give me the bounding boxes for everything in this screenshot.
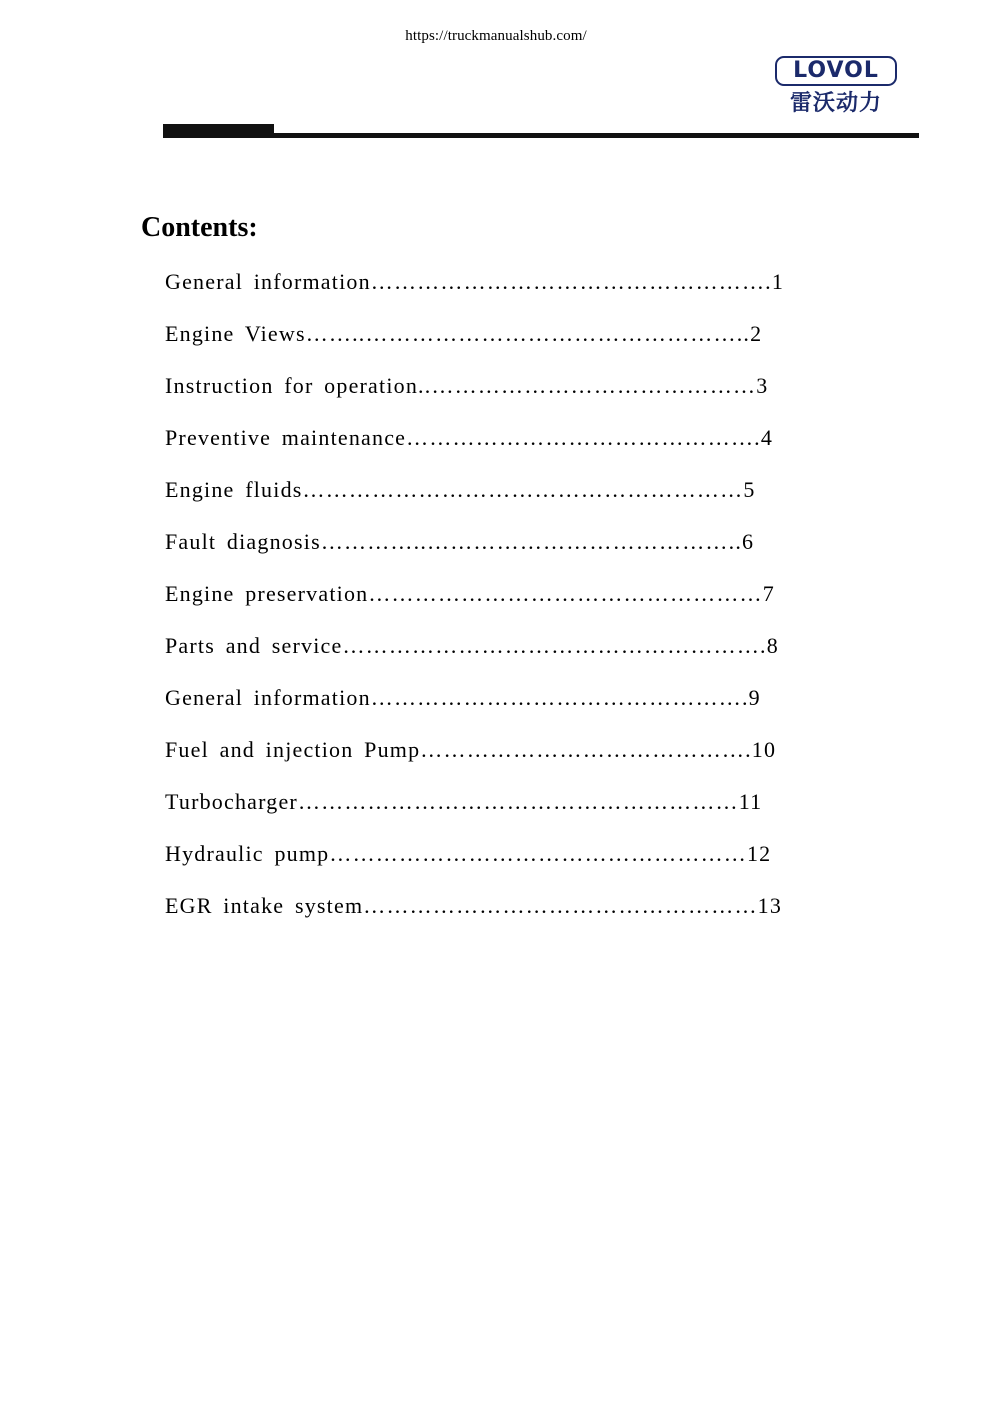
toc-entry: Instruction for operation..……………………………………3 [165, 373, 769, 398]
lovol-logo [775, 56, 901, 116]
toc-entry: Engine Views……..…………………………………………..2 [165, 321, 763, 346]
logo-wordmark: LOVOL [775, 56, 897, 86]
toc-entry: Turbocharger…………………………………………………11 [165, 789, 763, 814]
table-of-contents [165, 266, 784, 942]
toc-entry: Engine fluids…………………………………………………5 [165, 477, 756, 502]
toc-entry: General information………………………………………….9 [165, 685, 761, 710]
toc-entry: Parts and service……………………………………………….8 [165, 633, 779, 658]
toc-entry: Engine preservation……………………………………………7 [165, 581, 775, 606]
contents-heading: Contents: [141, 212, 258, 243]
toc-entry: Fault diagnosis…………..…………………………………..6 [165, 529, 755, 554]
toc-entry: General information…………………………………………….1 [165, 269, 785, 294]
toc-entry: EGR intake system……………………………………………13 [165, 893, 783, 918]
logo-chinese-text: 雷沃动力 [789, 91, 882, 116]
source-url: https://truckmanualshub.com/ [405, 28, 587, 44]
header-rule [163, 133, 919, 138]
header-rule-accent [163, 124, 274, 138]
toc-entry: Hydraulic pump………………………………………………12 [165, 841, 772, 866]
toc-entry: Fuel and injection Pump…………………………………….10 [165, 737, 777, 762]
toc-entry: Preventive maintenance……………………………………….4 [165, 425, 774, 450]
